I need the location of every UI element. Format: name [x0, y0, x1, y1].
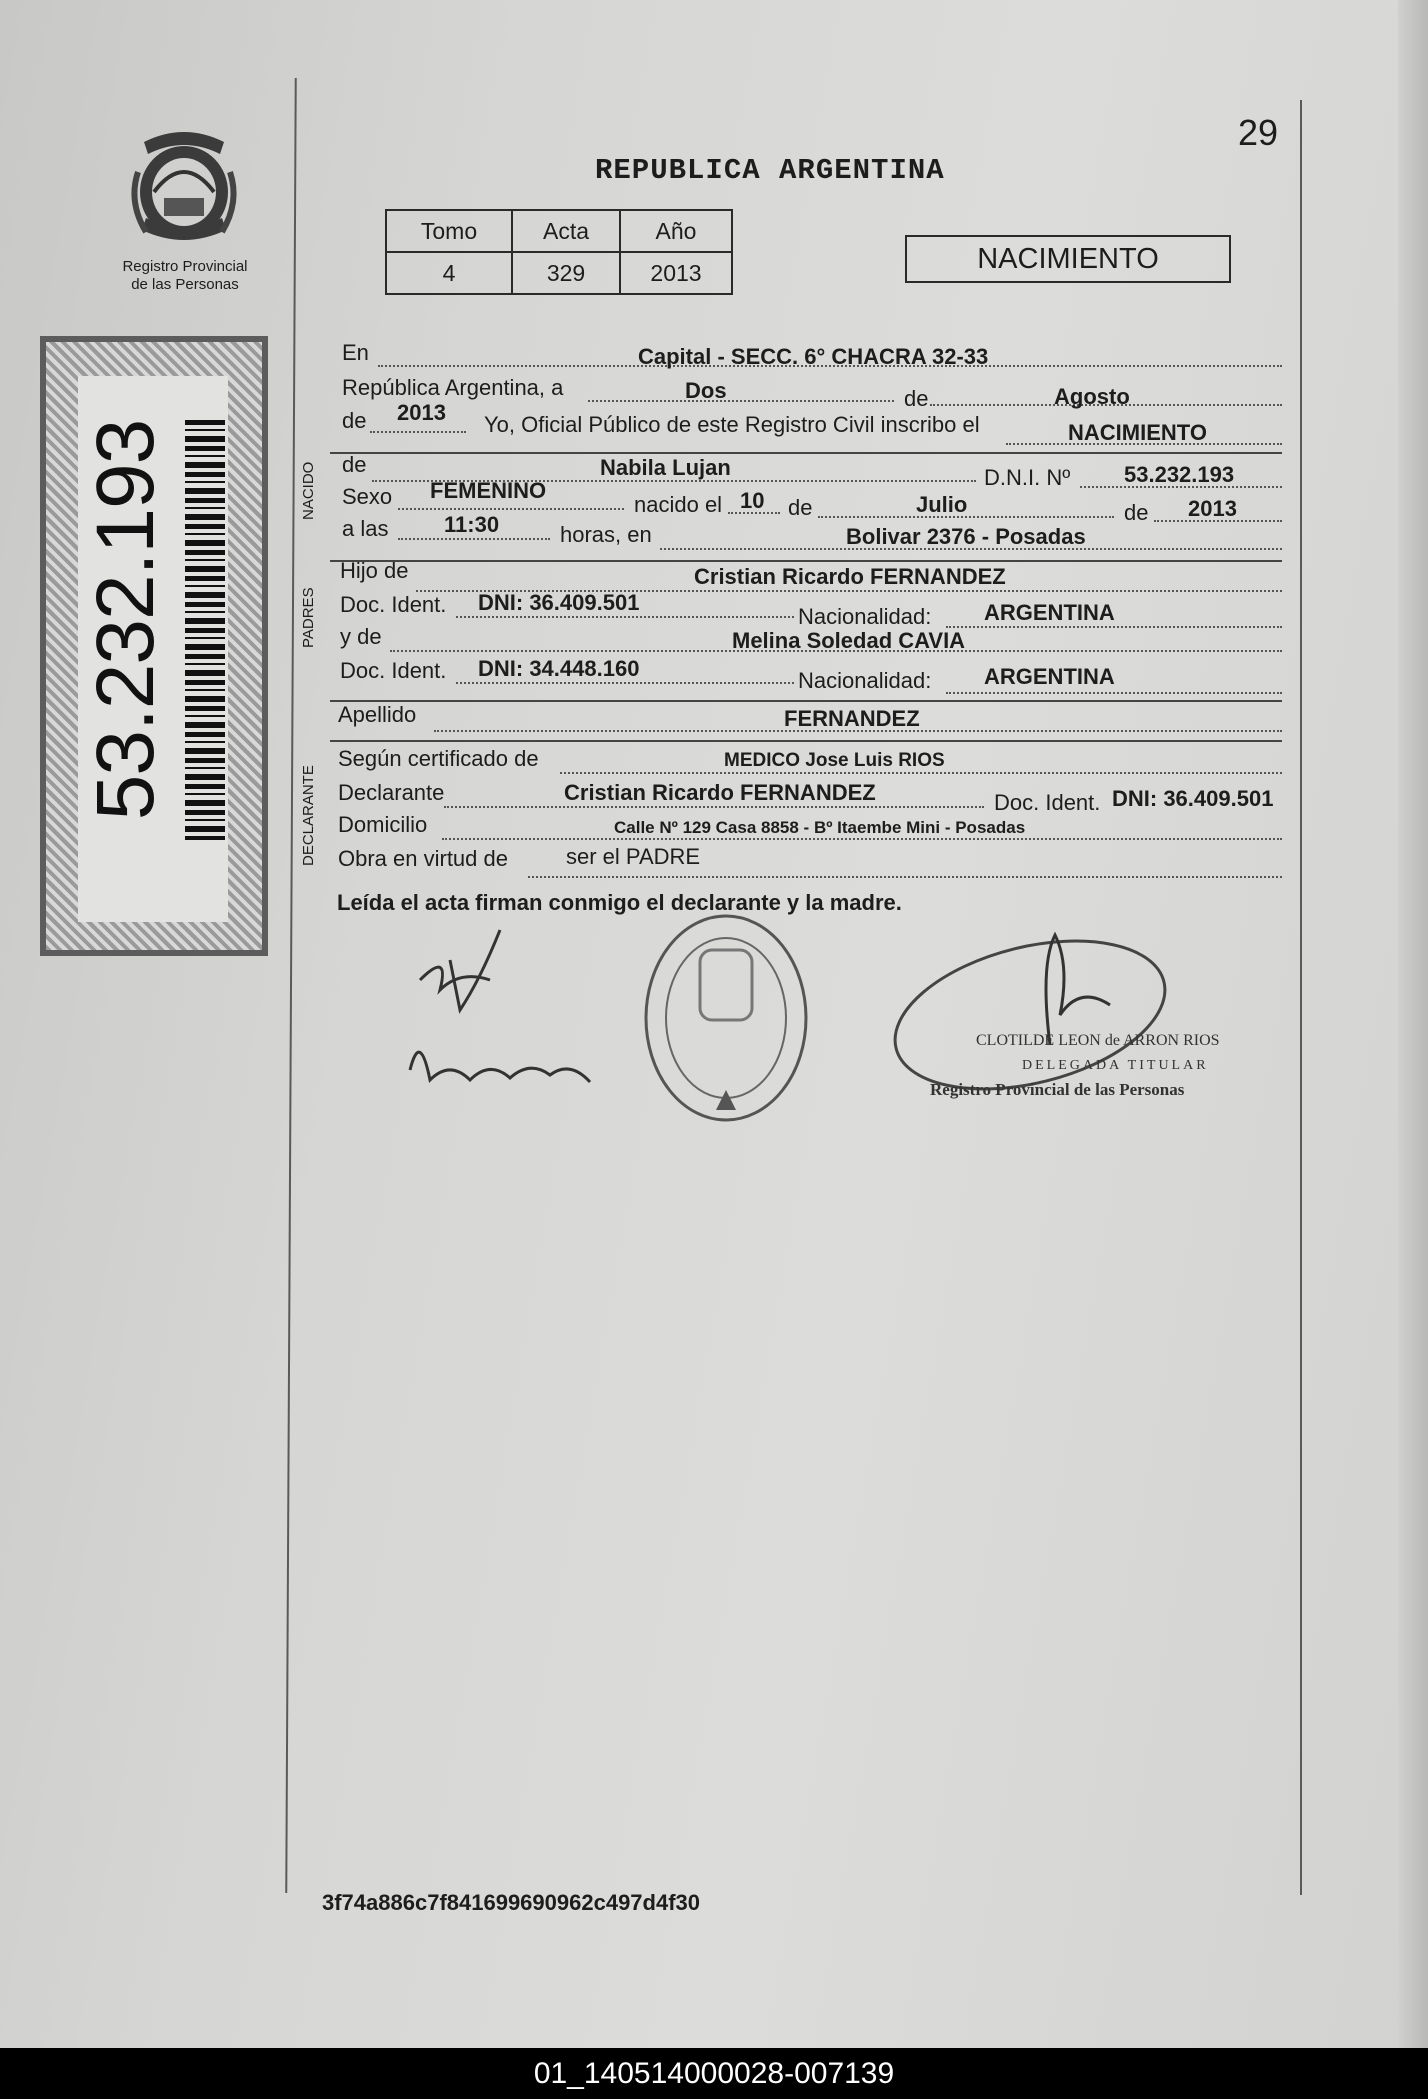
dotted-line	[588, 400, 894, 402]
anio-label: Año	[620, 210, 732, 252]
obra-label: Obra en virtud de	[338, 846, 508, 871]
horas-label: horas, en	[560, 522, 652, 547]
acta-label: Acta	[512, 210, 620, 252]
tomo-label: Tomo	[386, 210, 512, 252]
mother-signature	[410, 1052, 590, 1082]
section-divider	[330, 700, 1282, 702]
nacido-label: nacido el	[634, 492, 723, 517]
certificado-label: Según certificado de	[338, 746, 539, 771]
declarante-value: Cristian Ricardo FERNANDEZ	[564, 780, 876, 805]
de-label: de	[904, 386, 929, 411]
dotted-line	[946, 692, 1282, 694]
dotted-line	[528, 876, 1282, 878]
apellido-label: Apellido	[338, 702, 417, 727]
declarante-label: Declarante	[338, 780, 445, 805]
obra-value: ser el PADRE	[566, 844, 701, 869]
officer-stamp	[880, 905, 1210, 1105]
page-edge-shadow	[1398, 0, 1428, 2048]
madre-nac-label: Nacionalidad:	[798, 668, 932, 693]
round-seal	[646, 916, 806, 1120]
en-value: Capital - SECC. 6° CHACRA 32-33	[638, 344, 989, 369]
left-margin-line	[285, 78, 297, 1893]
right-margin-line	[1300, 100, 1302, 1895]
dni-value: 53.232.193	[1124, 462, 1235, 487]
apellido-value: FERNANDEZ	[784, 706, 920, 731]
declarante-doc-label: Doc. Ident.	[994, 790, 1101, 815]
closing-statement: Leída el acta firman conmigo el declarante y la madre.	[337, 890, 902, 915]
registry-caption-line1: Registro Provincial	[122, 258, 248, 275]
dia-value: Dos	[685, 378, 727, 403]
section-divider	[330, 452, 1282, 454]
padre-nac-label: Nacionalidad:	[798, 604, 932, 629]
inscribo-value: NACIMIENTO	[1068, 420, 1207, 445]
dotted-line	[398, 538, 550, 540]
section-divider	[330, 560, 1282, 562]
acta-value: 329	[512, 252, 620, 294]
section-declarante: DECLARANTE	[300, 765, 317, 866]
alas-label: a las	[342, 516, 389, 541]
officer-role: DELEGADA TITULAR	[1022, 1058, 1209, 1073]
tomo-value: 4	[386, 252, 512, 294]
province-shield-logo	[124, 122, 244, 252]
de4-label: de	[1124, 500, 1149, 525]
de3-label: de	[788, 495, 813, 520]
signatures-and-seal	[380, 910, 900, 1130]
domicilio-value: Calle Nº 129 Casa 8858 - Bº Itaembe Mini - Posadas	[614, 818, 1026, 837]
sexo-label: Sexo	[342, 484, 393, 509]
declarante-doc: DNI: 36.409.501	[1112, 786, 1274, 811]
officer-signature	[1046, 935, 1110, 1045]
nombre-value: Nabila Lujan	[600, 455, 731, 480]
republica-label: República Argentina, a	[342, 375, 564, 400]
dni-vertical-number: 53.232.193	[80, 419, 171, 821]
inscribo-text: Yo, Oficial Público de este Registro Civil inscribo el	[484, 412, 980, 437]
anio-value: 2013	[620, 252, 732, 294]
lugar-value: Bolivar 2376 - Posadas	[846, 524, 1086, 549]
section-divider	[330, 740, 1282, 742]
certificado-value: MEDICO Jose Luis RIOS	[724, 750, 945, 771]
madre-doc-label: Doc. Ident.	[340, 658, 447, 683]
dotted-line	[456, 616, 794, 618]
en-label: En	[342, 340, 369, 365]
declarant-signature	[420, 930, 500, 1010]
mes-value: Agosto	[1054, 384, 1130, 409]
registry-caption-line2: de las Personas	[131, 276, 239, 293]
madre-doc: DNI: 34.448.160	[478, 656, 640, 681]
de2-label: de	[342, 408, 367, 433]
officer-name: CLOTILDE LEON de ARRON RIOS	[976, 1032, 1220, 1049]
domicilio-label: Domicilio	[338, 812, 428, 837]
anio-value: 2013	[397, 400, 446, 425]
tomo-acta-anio-table	[385, 209, 733, 295]
nombre-label: de	[342, 452, 367, 477]
dotted-line	[560, 772, 1282, 774]
dotted-line	[456, 682, 794, 684]
dotted-line	[946, 626, 1282, 628]
madre-nac: ARGENTINA	[984, 664, 1115, 689]
scan-id-bar: 01_140514000028-007139	[0, 2048, 1428, 2099]
dotted-line	[444, 806, 984, 808]
nacido-dia: 10	[740, 488, 765, 513]
dotted-line	[398, 508, 624, 510]
padre-nac: ARGENTINA	[984, 600, 1115, 625]
madre-value: Melina Soledad CAVIA	[732, 628, 966, 653]
dni-label: D.N.I. Nº	[984, 465, 1071, 490]
section-padres: PADRES	[300, 587, 317, 648]
dotted-line	[370, 431, 466, 433]
officer-registry: Registro Provincial de las Personas	[930, 1080, 1185, 1099]
padre-doc: DNI: 36.409.501	[478, 590, 640, 615]
padre-doc-label: Doc. Ident.	[340, 592, 447, 617]
padre-value: Cristian Ricardo FERNANDEZ	[694, 564, 1006, 589]
document-hash: 3f74a886c7f841699690962c497d4f30	[322, 1890, 701, 1915]
document-title: REPUBLICA ARGENTINA	[595, 154, 945, 187]
dotted-line	[442, 838, 1282, 840]
nacido-anio: 2013	[1188, 496, 1237, 521]
barcode	[185, 420, 225, 840]
section-nacido: NACIDO	[300, 461, 317, 520]
page-number: 29	[1238, 112, 1279, 153]
sexo-value: FEMENINO	[430, 478, 547, 503]
yde-label: y de	[340, 624, 382, 649]
registry-caption	[100, 258, 270, 294]
nacido-mes: Julio	[916, 492, 968, 517]
record-type-box: NACIMIENTO	[905, 235, 1231, 283]
hora-value: 11:30	[444, 512, 500, 537]
hijo-label: Hijo de	[340, 558, 409, 583]
